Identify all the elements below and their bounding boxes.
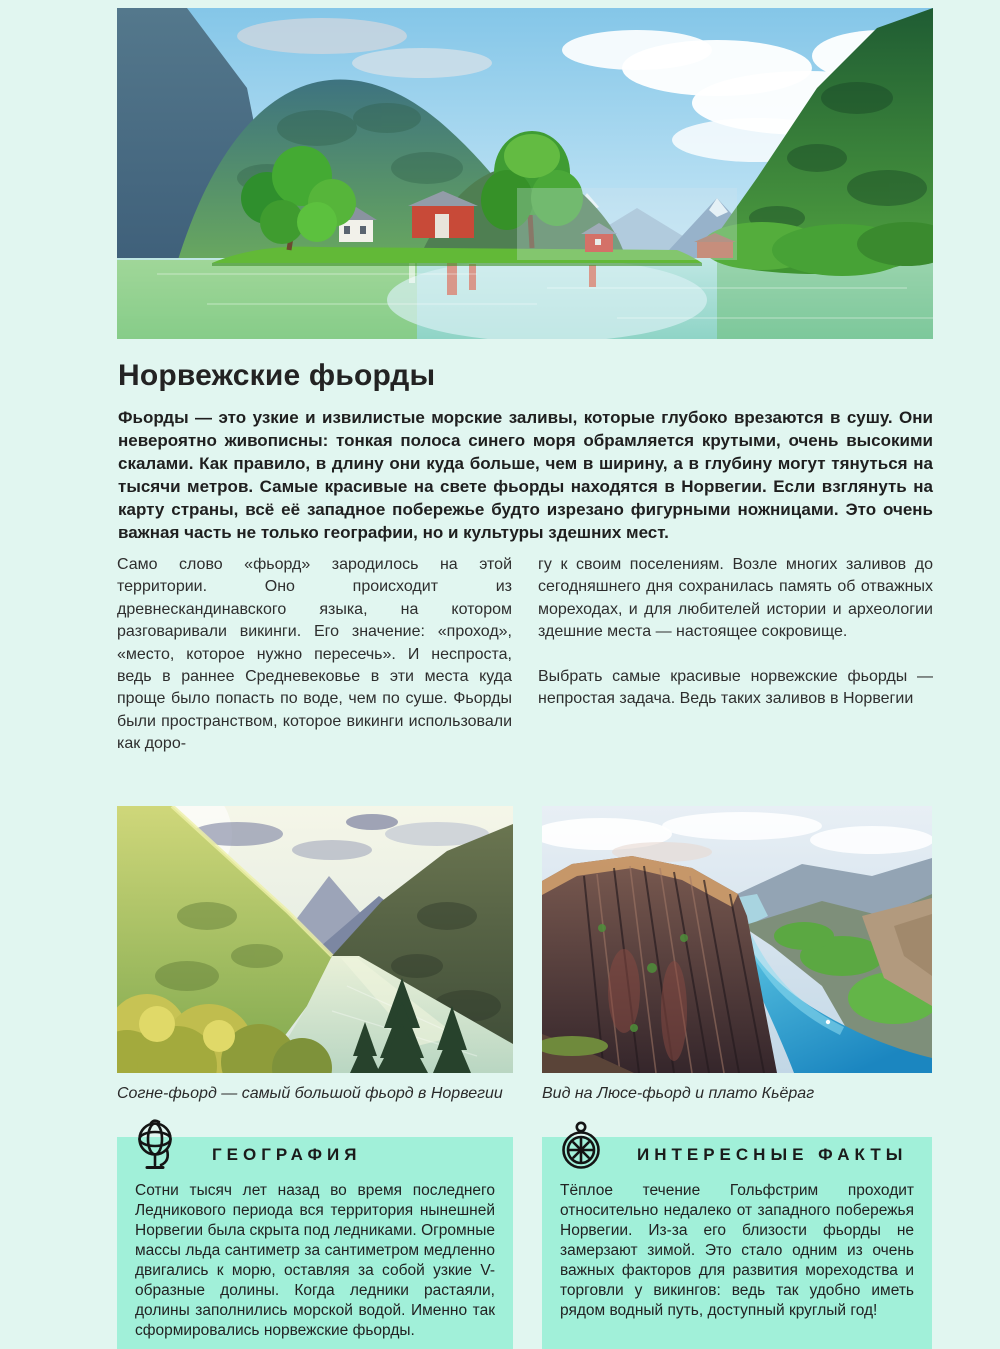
infobox-heading: ИНТЕРЕСНЫЕ ФАКТЫ <box>637 1144 908 1164</box>
sognefjord-photo <box>117 806 513 1073</box>
page-content <box>117 0 933 1349</box>
body-paragraph: Выбрать самые красивые норвежские фьорды — непростая задача. Ведь таких заливов в Норвегии <box>538 667 933 708</box>
hero-photo-illustration <box>117 8 933 339</box>
globe-icon <box>134 1119 178 1173</box>
infobox-heading: ГЕОГРАФИЯ <box>212 1144 362 1164</box>
photo-caption: Согне-фьорд — самый большой фьорд в Норвегии <box>117 1084 503 1102</box>
body-columns <box>117 554 933 778</box>
photo-row <box>117 806 933 1104</box>
page-title: Норвежские фьорды <box>118 359 436 392</box>
infobox-facts <box>542 1137 932 1349</box>
sognefjord-illustration <box>117 806 513 1073</box>
infobox-text: Сотни тысяч лет назад во время последнего Ледникового периода вся территория нынешней Норвегии была скрыта под ледниками. Огромные массы льда сантиметр за сантиметром медленно двигались к морю, оставляя за собой узкие V-образные долины. Когда ледники растаяли, долины заполнились морской водой. Именно так сформировались норвежские фьорды. <box>135 1181 495 1339</box>
lysefjord-illustration <box>542 806 932 1073</box>
body-paragraph: гу к своим поселениям. Возле многих заливов до сегодняшнего дня сохранилась память об отважных мореходах, и для любителей истории и археологии здешние места — настоящее сокровище. <box>538 556 933 641</box>
compass-icon <box>559 1119 603 1173</box>
infobox-text: Тёплое течение Гольфстрим проходит относительно недалеко от западного побережья Норвегии. Из-за его близости фьорды не замерзают зимой. Это стало одним из очень важных факторов для развития мореходства и торговли у викингов: ведь так удобно иметь рядом водный путь, доступный круглый год! <box>560 1181 914 1319</box>
infobox-geography <box>117 1137 513 1349</box>
hero-photo-fjord-village <box>117 8 933 339</box>
photo-caption: Вид на Люсе-фьорд и плато Кьёраг <box>542 1084 815 1102</box>
infobox-row <box>117 1137 933 1349</box>
lysefjord-photo <box>542 806 932 1073</box>
body-paragraph: Само слово «фьорд» зародилось на этой территории. Оно происходит из древнескандинавского языка, на котором разговаривали викинги. Его значение: «проход», «место, которое нужно пересечь». И неспроста, ведь в раннее Средневековье в эти места куда проще было попасть по воде, чем по суше. Фьорды были пространством, которое викинги использовали как доро- <box>117 556 512 753</box>
figure-sognefjord <box>117 806 513 1104</box>
body-column-right <box>538 554 933 778</box>
figure-lysefjord <box>542 806 932 1104</box>
intro-paragraph: Фьорды — это узкие и извилистые морские заливы, которые глубоко врезаются в сушу. Они невероятно живописны: тонкая полоса синего моря обрамляется крутыми, очень высокими скалами. Как правило, в длину они куда больше, чем в ширину, а в глубину могут тянуться на тысячи метров. Самые красивые на свете фьорды находятся в Норвегии. Если взглянуть на карту страны, всё её западное побережье будто изрезано фигурными ножницами. Это очень важная часть не только географии, но и культуры здешних мест. <box>118 408 933 542</box>
body-column-left <box>117 554 512 778</box>
